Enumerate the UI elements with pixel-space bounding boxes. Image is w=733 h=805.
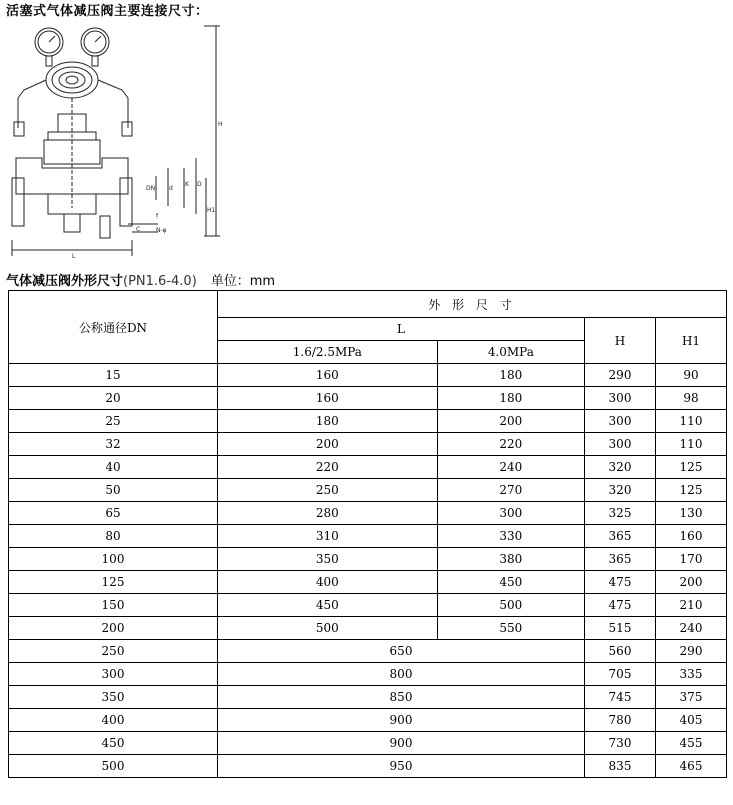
cell-l: 900 (218, 732, 585, 755)
table-row (9, 709, 727, 732)
cell-l: 950 (218, 755, 585, 778)
header-L: L (218, 318, 585, 341)
cell-h1: 335 (656, 663, 727, 686)
dim-label-H: H (218, 121, 223, 128)
table-subtitle (6, 270, 275, 289)
cell-l2: 380 (437, 548, 584, 571)
cell-h: 560 (585, 640, 656, 663)
table-row (9, 571, 727, 594)
cell-h1: 240 (656, 617, 727, 640)
subtitle-pressure: (PN1.6-4.0) (123, 274, 197, 289)
cell-h1: 125 (656, 456, 727, 479)
cell-l2: 220 (437, 433, 584, 456)
table-row (9, 387, 727, 410)
dim-label-H1: H1 (207, 207, 216, 214)
cell-h1: 375 (656, 686, 727, 709)
cell-l1: 200 (218, 433, 438, 456)
cell-dn: 500 (9, 755, 218, 778)
cell-h: 475 (585, 594, 656, 617)
cell-h: 705 (585, 663, 656, 686)
cell-l2: 200 (437, 410, 584, 433)
cell-h1: 455 (656, 732, 727, 755)
cell-l: 900 (218, 709, 585, 732)
table-row (9, 548, 727, 571)
header-H: H (585, 318, 656, 364)
cell-h1: 405 (656, 709, 727, 732)
cell-l1: 350 (218, 548, 438, 571)
cell-h: 300 (585, 433, 656, 456)
dim-label-D: D (197, 181, 202, 188)
cell-l2: 550 (437, 617, 584, 640)
cell-dn: 20 (9, 387, 218, 410)
header-L-low: 1.6/2.5MPa (218, 341, 438, 364)
cell-h: 325 (585, 502, 656, 525)
cell-l2: 500 (437, 594, 584, 617)
cell-l: 650 (218, 640, 585, 663)
cell-l1: 160 (218, 387, 438, 410)
dimensions-table (8, 290, 727, 778)
cell-l2: 180 (437, 364, 584, 387)
table-row (9, 502, 727, 525)
cell-h1: 210 (656, 594, 727, 617)
cell-dn: 25 (9, 410, 218, 433)
cell-h1: 110 (656, 410, 727, 433)
cell-h: 475 (585, 571, 656, 594)
cell-dn: 400 (9, 709, 218, 732)
cell-h1: 90 (656, 364, 727, 387)
table-row (9, 364, 727, 387)
cell-l2: 330 (437, 525, 584, 548)
cell-h: 365 (585, 525, 656, 548)
cell-l2: 300 (437, 502, 584, 525)
cell-h: 300 (585, 387, 656, 410)
cell-dn: 32 (9, 433, 218, 456)
dim-label-K: K (185, 181, 189, 188)
cell-l2: 240 (437, 456, 584, 479)
cell-l1: 250 (218, 479, 438, 502)
dim-label-f: f (156, 213, 159, 220)
cell-l1: 220 (218, 456, 438, 479)
table-row (9, 617, 727, 640)
dim-label-N-phi: N-φ (156, 227, 167, 234)
cell-l: 800 (218, 663, 585, 686)
cell-l1: 160 (218, 364, 438, 387)
cell-dn: 350 (9, 686, 218, 709)
table-row (9, 433, 727, 456)
table-row (9, 479, 727, 502)
page-heading: 活塞式气体减压阀主要连接尺寸： (6, 4, 209, 19)
cell-dn: 450 (9, 732, 218, 755)
table-row (9, 686, 727, 709)
header-H1: H1 (656, 318, 727, 364)
cell-l2: 270 (437, 479, 584, 502)
cell-l1: 500 (218, 617, 438, 640)
cell-dn: 80 (9, 525, 218, 548)
cell-l1: 180 (218, 410, 438, 433)
dim-label-C: C (136, 226, 141, 233)
dim-label-DN: DN (146, 185, 156, 192)
cell-h: 320 (585, 479, 656, 502)
cell-h1: 130 (656, 502, 727, 525)
cell-dn: 125 (9, 571, 218, 594)
cell-l2: 450 (437, 571, 584, 594)
cell-h: 290 (585, 364, 656, 387)
table-row (9, 732, 727, 755)
table-row (9, 755, 727, 778)
cell-l1: 280 (218, 502, 438, 525)
cell-h: 515 (585, 617, 656, 640)
cell-l1: 310 (218, 525, 438, 548)
cell-h: 300 (585, 410, 656, 433)
subtitle-title: 气体减压阀外形尺寸 (6, 274, 124, 289)
table-row (9, 594, 727, 617)
cell-h1: 160 (656, 525, 727, 548)
cell-h1: 200 (656, 571, 727, 594)
cell-h1: 170 (656, 548, 727, 571)
cell-h: 365 (585, 548, 656, 571)
cell-h1: 465 (656, 755, 727, 778)
cell-dn: 300 (9, 663, 218, 686)
table-row (9, 456, 727, 479)
cell-h: 320 (585, 456, 656, 479)
cell-l1: 400 (218, 571, 438, 594)
cell-h: 835 (585, 755, 656, 778)
cell-dn: 200 (9, 617, 218, 640)
cell-dn: 40 (9, 456, 218, 479)
cell-h: 745 (585, 686, 656, 709)
cell-dn: 50 (9, 479, 218, 502)
valve-drawing (8, 18, 234, 262)
cell-l1: 450 (218, 594, 438, 617)
cell-h: 780 (585, 709, 656, 732)
header-dn: 公称通径DN (9, 291, 218, 364)
cell-dn: 250 (9, 640, 218, 663)
cell-h1: 125 (656, 479, 727, 502)
cell-l: 850 (218, 686, 585, 709)
table-row (9, 525, 727, 548)
table-row (9, 663, 727, 686)
cell-h1: 290 (656, 640, 727, 663)
cell-dn: 65 (9, 502, 218, 525)
cell-h1: 110 (656, 433, 727, 456)
subtitle-unit: 单位：mm (210, 274, 276, 289)
dim-label-d: d (169, 185, 173, 192)
table-row (9, 410, 727, 433)
cell-h1: 98 (656, 387, 727, 410)
table-row (9, 640, 727, 663)
cell-dn: 15 (9, 364, 218, 387)
cell-l2: 180 (437, 387, 584, 410)
dim-label-L: L (72, 253, 76, 260)
cell-dn: 100 (9, 548, 218, 571)
header-L-high: 4.0MPa (437, 341, 584, 364)
header-group: 外 形 尺 寸 (218, 291, 727, 318)
cell-dn: 150 (9, 594, 218, 617)
cell-h: 730 (585, 732, 656, 755)
